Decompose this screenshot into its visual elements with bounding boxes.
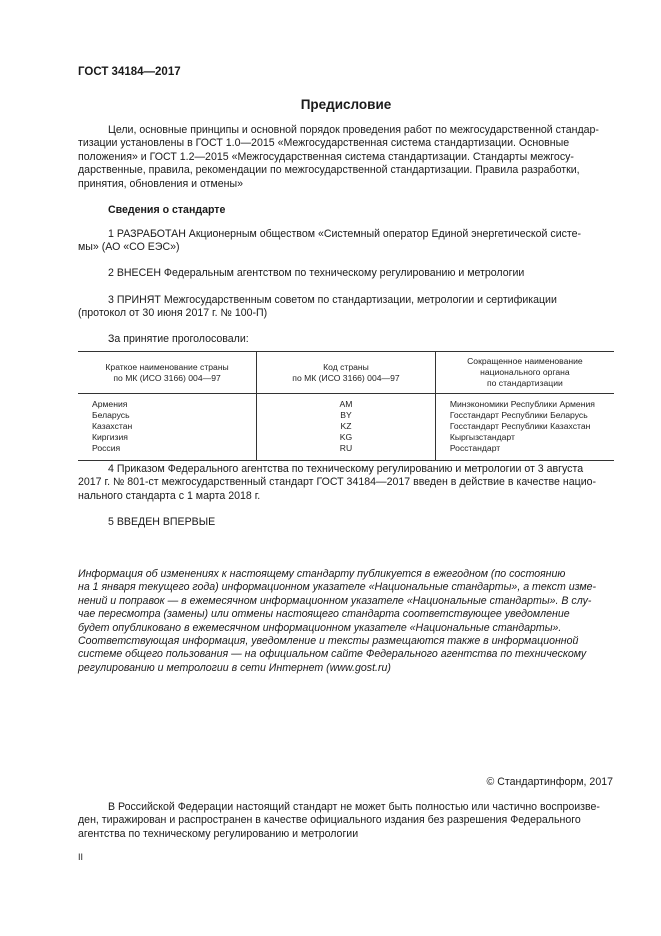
notice-line: чае пересмотра (замены) или отмены настоящего стандарта соответствующее уведомление: [78, 608, 570, 621]
table-row: [78, 410, 614, 421]
voted-label: За принятие проголосовали:: [108, 333, 249, 345]
table-header-row: [78, 352, 614, 394]
item-1-line: мы» (АО «СО ЕЭС»): [78, 241, 180, 254]
intro-line: тизации установлены в ГОСТ 1.0—2015 «Межгосударственная система стандартизации. Основные: [78, 137, 570, 150]
table-header-code: Код страны по МК (ИСО 3166) 004—97: [257, 352, 436, 394]
notice-line: будет опубликовано в ежемесячном информационном указателе «Национальные стандарты».: [78, 621, 562, 634]
cell-body: Госстандарт Республики Беларусь: [435, 410, 614, 421]
cell-code: KZ: [257, 421, 436, 432]
page-title: Предисловие: [300, 97, 392, 112]
item-1-line: 1 РАЗРАБОТАН Акционерным обществом «Системный оператор Единой энергетической систе-: [108, 228, 582, 240]
cell-country: Киргизия: [92, 432, 128, 442]
intro-paragraph: [78, 124, 614, 191]
table-row: [78, 432, 614, 443]
item-3-line: (протокол от 30 июня 2017 г. № 100-П): [78, 307, 268, 320]
notice-line: на 1 января текущего года) информационном указателе «Национальные стандарты», а текст изме-: [78, 581, 597, 594]
item-4-line: 4 Приказом Федерального агентства по техническому регулированию и метрологии от 3 августа: [108, 463, 584, 475]
item-2-paragraph: [78, 267, 614, 280]
table-header-body: Сокращенное наименование национального органа по стандартизации: [435, 352, 614, 394]
notice-line: системе общего пользования — на официальном сайте Федерального агентства по техническому: [78, 648, 587, 661]
cell-code: BY: [257, 410, 436, 421]
changes-notice: [78, 568, 614, 675]
item-4-line: 2017 г. № 801-ст межгосударственный стандарт ГОСТ 34184—2017 введен в действие в качестве нацио-: [78, 476, 597, 489]
cell-country: Казахстан: [92, 421, 133, 431]
cell-code: RU: [257, 443, 436, 461]
cell-body: Росстандарт: [435, 443, 614, 461]
rights-paragraph: [78, 801, 614, 841]
page-number: II: [78, 852, 84, 862]
table-row: [78, 443, 614, 461]
item-5-text: 5 ВВЕДЕН ВПЕРВЫЕ: [108, 516, 216, 528]
item-4-paragraph: [78, 463, 614, 503]
cell-country: Армения: [92, 399, 128, 409]
info-heading: Сведения о стандарте: [108, 204, 226, 216]
cell-country: Россия: [78, 443, 257, 461]
cell-body: Минэкономики Республики Армения: [435, 394, 614, 411]
item-4-line: нального стандарта с 1 марта 2018 г.: [78, 489, 261, 502]
copyright-line: © Стандартинформ, 2017: [486, 776, 613, 788]
rights-line: В Российской Федерации настоящий стандарт не может быть полностью или частично воспроизве-: [108, 801, 600, 813]
notice-line: нений и поправок — в ежемесячном информационном указателе «Национальные стандарты». В слу-: [78, 594, 592, 607]
item-1-paragraph: [78, 228, 614, 255]
cell-code: AM: [257, 394, 436, 411]
intro-line: положения» и ГОСТ 1.2—2015 «Межгосударственная система стандартизации. Стандарты межгосу-: [78, 150, 574, 163]
item-5-paragraph: [78, 516, 614, 529]
rights-line: агентства по техническому регулированию и метрологии: [78, 827, 359, 840]
cell-body: Госстандарт Республики Казахстан: [435, 421, 614, 432]
item-2-text: 2 ВНЕСЕН Федеральным агентством по техническому регулированию и метрологии: [108, 267, 525, 279]
voting-countries-table: [78, 351, 614, 461]
table-row: [78, 394, 614, 411]
item-3-line: 3 ПРИНЯТ Межгосударственным советом по стандартизации, метрологии и сертификации: [108, 294, 557, 306]
notice-line: регулированию и метрологии в сети Интернет (www.gost.ru): [78, 661, 391, 674]
voted-label-row: [78, 333, 614, 346]
notice-line: Соответствующая информация, уведомление и тексты размещаются также в информационной: [78, 635, 579, 648]
item-3-paragraph: [78, 294, 614, 321]
rights-line: ден, тиражирован и распространен в качестве официального издания без разрешения Федерального: [78, 814, 581, 827]
cell-body: Кыргызстандарт: [435, 432, 614, 443]
intro-line: принятия, обновления и отмены»: [78, 177, 244, 190]
intro-line: Цели, основные принципы и основной порядок проведения работ по межгосударственной стандар-: [108, 124, 599, 136]
cell-code: KG: [257, 432, 436, 443]
table-row: [78, 421, 614, 432]
table-header-country: Краткое наименование страны по МК (ИСО 3166) 004—97: [78, 352, 257, 394]
document-code-header: ГОСТ 34184—2017: [78, 66, 181, 78]
intro-line: дарственные, правила, рекомендации по межгосударственной стандартизации. Правила разработки,: [78, 164, 580, 177]
cell-country: Беларусь: [92, 410, 130, 420]
notice-line: Информация об изменениях к настоящему стандарту публикуется в ежегодном (по состоянию: [78, 568, 566, 580]
